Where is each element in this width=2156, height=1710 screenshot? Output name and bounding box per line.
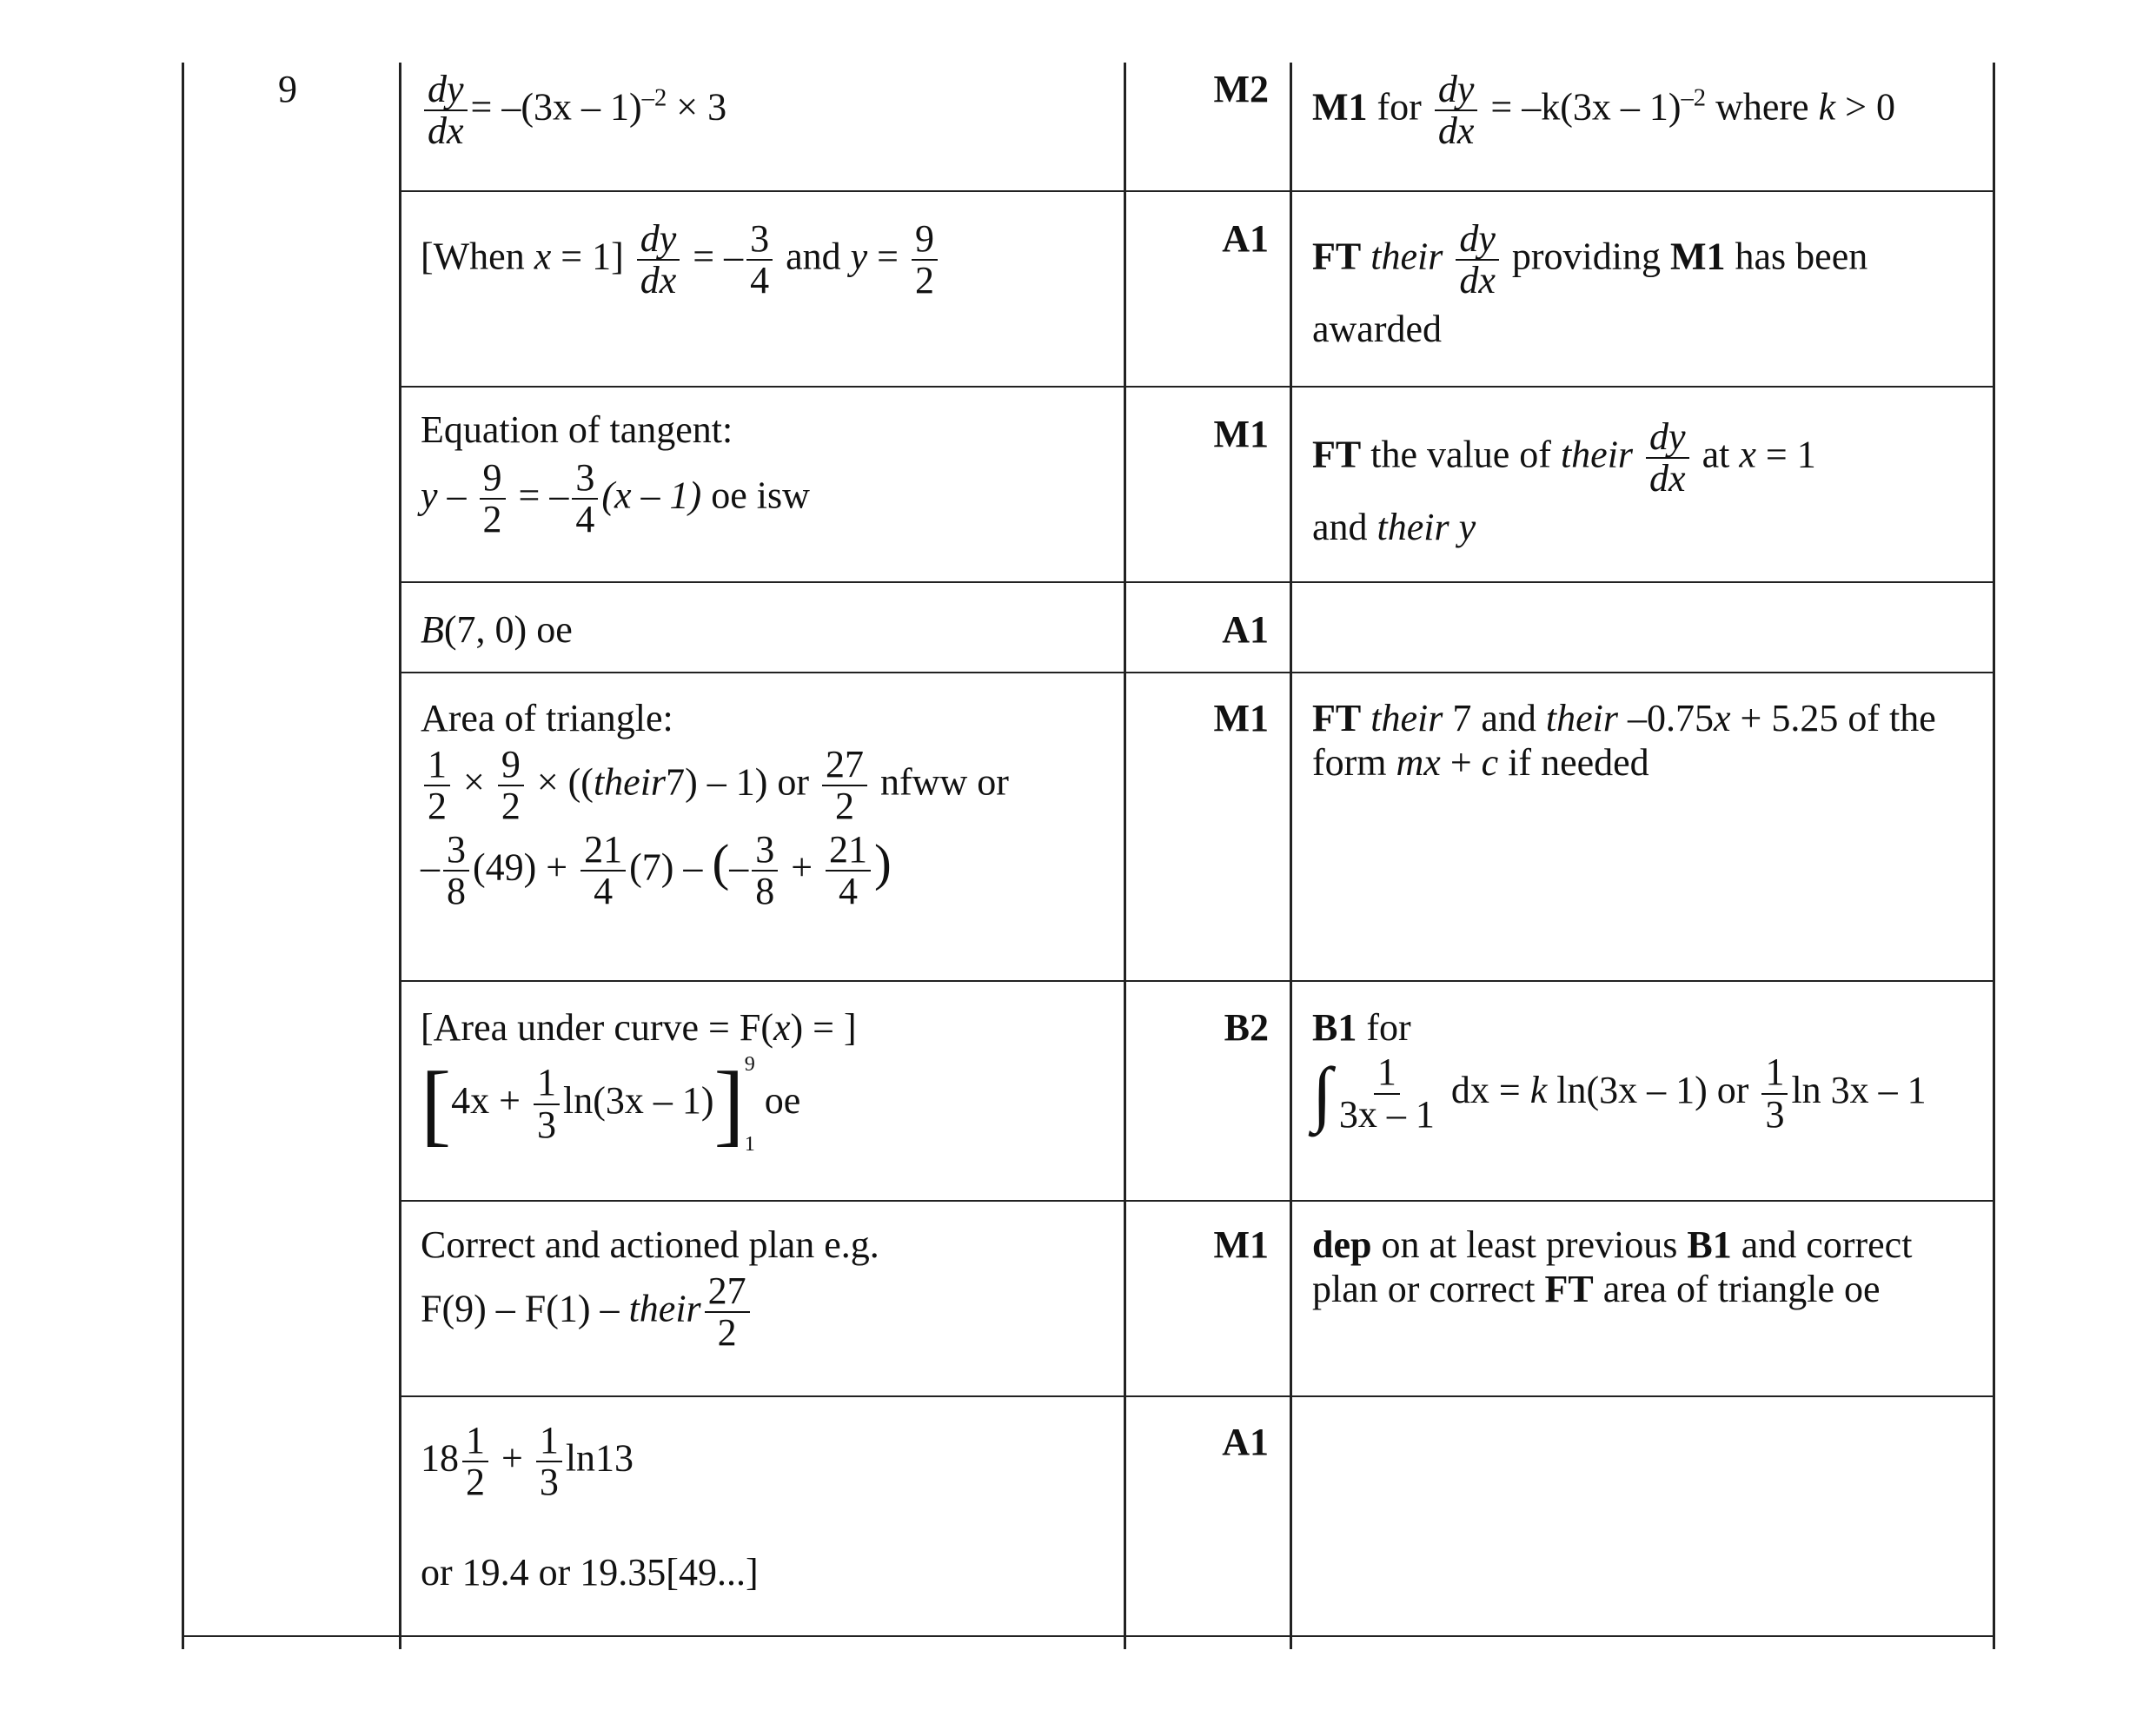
row-divider [399,1200,1994,1202]
mark-code: M1 [1213,697,1269,739]
answer-cell: [When x = 1] $\frac{dy}{dx}$ = – $\frac{3}{4}$ and y = $\frac{9}{2}$ [421,219,941,301]
row-divider [399,980,1994,982]
fraction: $\frac{3}{8}$ [443,830,469,911]
guidance-cell: B1 for ∫ $\frac{1}{3x - 1}$ dx = k ln(3x – 1) or $\frac{1}{3}$ ln 3x – 1 [1312,1006,1927,1136]
fraction: $\frac{1}{3}$ [536,1421,562,1502]
table-bottom-border [182,1635,1994,1637]
mark-code: M2 [1213,68,1269,110]
table-border-answer [1124,63,1126,1649]
fraction: $\frac{1}{2}$ [462,1421,488,1502]
fraction: $\frac{dy}{dx}$ [424,70,468,151]
answer-cell: Equation of tangent: y – $\frac{9}{2}$ = – $\frac{3}{4}$ (x – 1) oe isw [421,408,810,540]
fraction: $\frac{1}{3x - 1}$ [1338,1051,1435,1136]
answer-cell: $\frac{dy}{dx}$ = –(3x – 1)$^{-2}$ × 3 [421,70,726,151]
fraction: $\frac{21}{4}$ [826,830,871,911]
row-divider [399,1395,1994,1397]
mark-code: A1 [1222,1421,1269,1463]
fraction: $\frac{27}{2}$ [822,745,867,826]
fraction: $\frac{dy}{dx}$ [1435,70,1478,151]
fraction: $\frac{1}{2}$ [424,745,450,826]
answer-cell: [Area under curve = F(x) = ] [4x + $\frac{1}{3}$ ln(3x – 1)] 9 1 oe [421,1006,857,1156]
guidance-cell: M1 for $\frac{dy}{dx}$ = –k(3x – 1)$^{-2}$ where k > 0 [1312,68,1895,153]
guidance-cell: FT their $\frac{dy}{dx}$ providing M1 has been awarded [1312,217,1868,351]
fraction: $\frac{3}{8}$ [752,830,778,911]
fraction: $\frac{3}{4}$ [572,458,598,540]
fraction: $\frac{9}{2}$ [480,458,506,540]
row-divider [399,386,1994,388]
mark-code: A1 [1222,217,1269,260]
answer-cell: Area of triangle: $\frac{1}{2}$ × $\frac{9}{2}$ × ((their7) – 1) or $\frac{27}{2}$ nfww or – $\frac{3}{8}$ (49) + $\frac{21}{4}$ (7) – (– $\frac{3}{8}$ + $\frac{21}{4}$ ) [421,697,1009,913]
mark-code: B2 [1224,1006,1269,1049]
fraction: $\frac{1}{3}$ [534,1063,560,1144]
guidance-cell: FT their 7 and their –0.75x + 5.25 of the form mx + c if needed [1312,697,1936,784]
fraction: $\frac{9}{2}$ [498,745,524,826]
fraction: $\frac{21}{4}$ [580,830,626,911]
fraction: $\frac{9}{2}$ [912,219,938,301]
fraction: $\frac{dy}{dx}$ [637,219,680,301]
answer-cell: B(7, 0) oe [421,608,573,651]
fraction: $\frac{dy}{dx}$ [1646,417,1689,499]
fraction: $\frac{3}{4}$ [746,219,773,301]
row-divider [399,581,1994,583]
row-divider [399,672,1994,673]
row-divider [399,190,1994,192]
table-border-left [182,63,184,1649]
guidance-cell: FT the value of their $\frac{dy}{dx}$ at x = 1 and their y [1312,415,1816,549]
mark-code: A1 [1222,608,1269,651]
mark-code: M1 [1213,413,1269,455]
question-number: 9 [278,68,297,110]
guidance-cell: dep on at least previous B1 and correct plan or correct FT area of triangle oe [1312,1223,1913,1310]
table-border-marks [1290,63,1292,1649]
table-border-question [399,63,401,1649]
fraction: $\frac{1}{3}$ [1761,1052,1788,1134]
answer-cell: 18 $\frac{1}{2}$ + $\frac{1}{3}$ ln13 or 19.4 or 19.35[49...] [421,1419,759,1594]
mark-code: M1 [1213,1223,1269,1266]
table-border-right [1993,63,1995,1649]
fraction: $\frac{dy}{dx}$ [1456,219,1499,301]
answer-cell: Correct and actioned plan e.g. F(9) – F(1) – their $\frac{27}{2}$ [421,1223,879,1354]
fraction: $\frac{27}{2}$ [705,1271,750,1353]
